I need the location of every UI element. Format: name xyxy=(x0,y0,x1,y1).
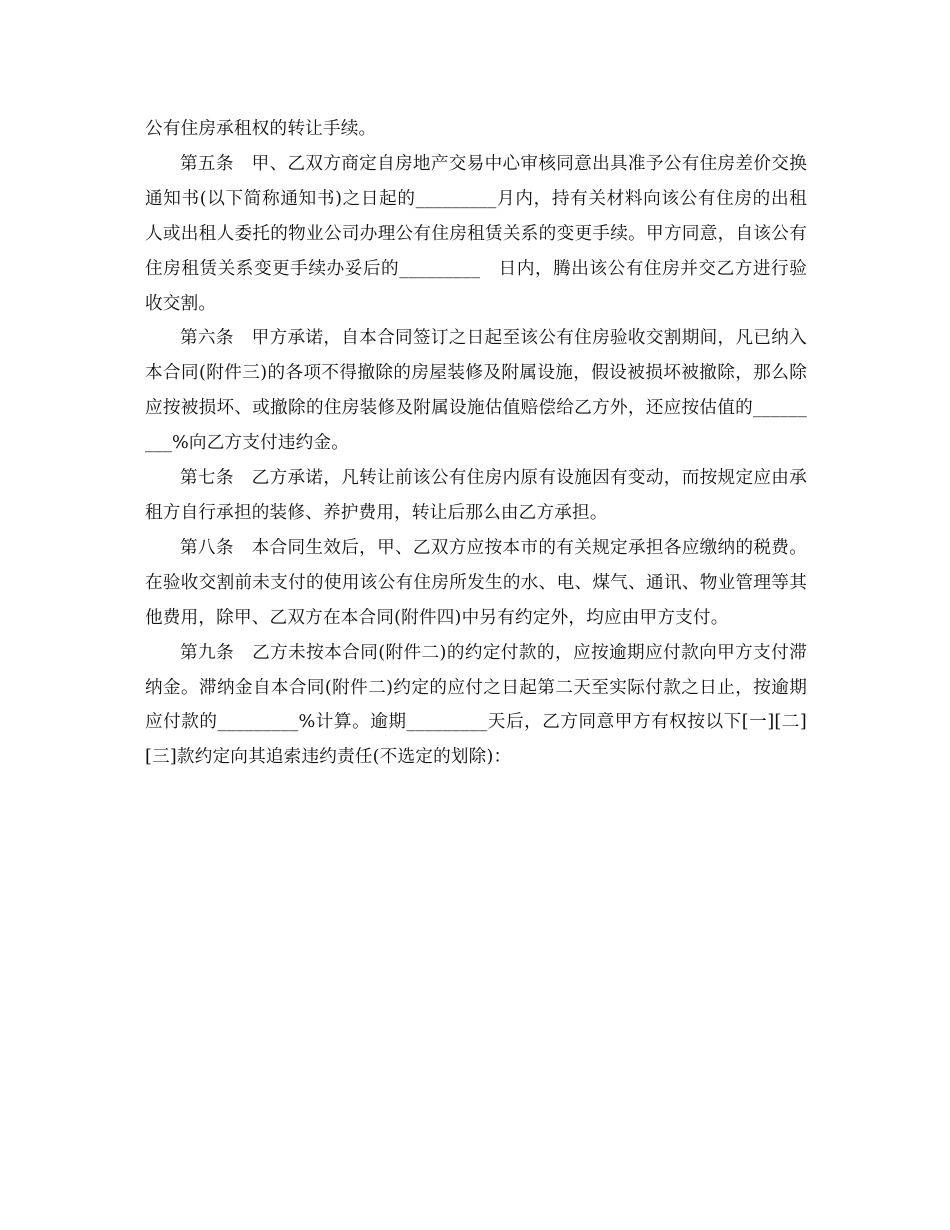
paragraph-article-7: 第七条 乙方承诺，凡转让前该公有住房内原有设施因有变动，而按规定应由承租方自行承担的装修、养护费用，转让后那么由乙方承担。 xyxy=(145,468,807,523)
paragraph-article-9: 第九条 乙方未按本合同(附件二)的约定付款的，应按逾期应付款向甲方支付滞纳金。滞纳金自本合同(附件二)约定的应付之日起第二天至实际付款之日止，按逾期应付款的_________%计算。逾期_________天后，乙方同意甲方有权按以下[一][二][三]款约定向其追索违约责任(不选定的划除)： xyxy=(145,642,807,768)
paragraph-article-6: 第六条 甲方承诺，自本合同签订之日起至该公有住房验收交割期间，凡已纳入本合同(附件三)的各项不得撤除的房屋装修及附属设施，假设被损坏被撤除，那么除应按被损坏、或撤除的住房装修及附属设施估值赔偿给乙方外，还应按估值的_________%向乙方支付违约金。 xyxy=(145,328,807,454)
contract-body xyxy=(145,112,807,775)
paragraph-article-8: 第八条 本合同生效后，甲、乙双方应按本市的有关规定承担各应缴纳的税费。在验收交割前未支付的使用该公有住房所发生的水、电、煤气、通讯、物业管理等其他费用，除甲、乙双方在本合同(附件四)中另有约定外，均应由甲方支付。 xyxy=(145,537,807,628)
paragraph-article-5: 第五条 甲、乙双方商定自房地产交易中心审核同意出具准予公有住房差价交换通知书(以下简称通知书)之日起的_________月内，持有关材料向该公有住房的出租人或出租人委托的物业公司办理公有住房租赁关系的变更手续。甲方同意，自该公有住房租赁关系变更手续办妥后的_________ 日内，腾出该公有住房并交乙方进行验收交割。 xyxy=(145,153,807,314)
paragraph-transfer-procedure: 公有住房承租权的转让手续。 xyxy=(145,119,377,139)
